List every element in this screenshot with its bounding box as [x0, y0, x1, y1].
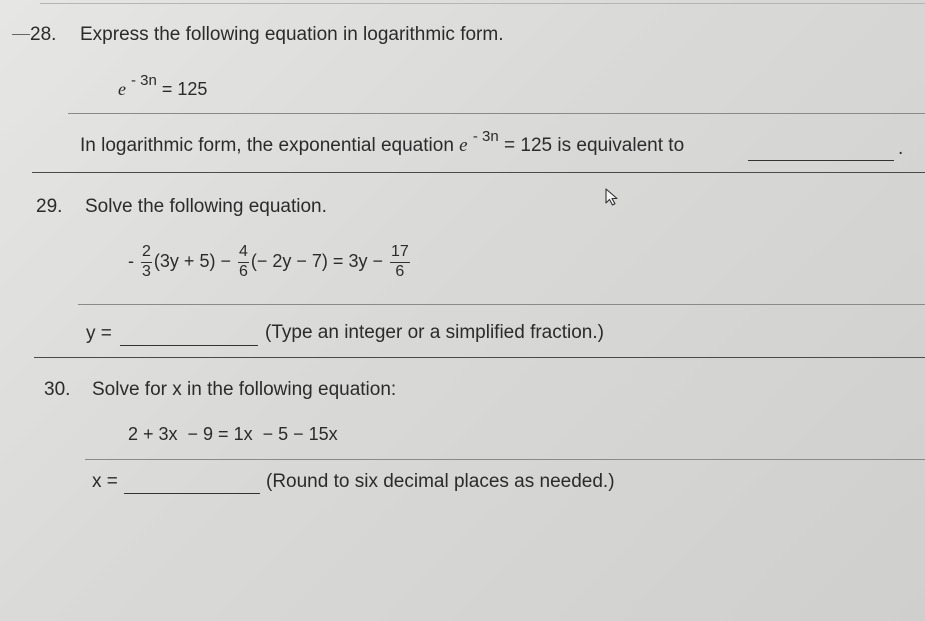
- equation-rhs: = 125: [161, 79, 208, 99]
- equation-exponent: - 3n: [131, 72, 157, 89]
- question-30-answer-blank[interactable]: [124, 474, 260, 493]
- question-28-number: 28.: [30, 24, 57, 45]
- question-29-number: 29.: [36, 196, 63, 217]
- question-28-answer-blank[interactable]: [748, 141, 894, 160]
- question-30-number: 30.: [44, 379, 71, 400]
- question-marker-dash: [12, 34, 30, 35]
- question-29-prompt: Solve the following equation.: [85, 196, 327, 217]
- divider: [78, 304, 925, 305]
- mouse-pointer-icon: [604, 188, 622, 206]
- answer-exponent: - 3n: [472, 128, 499, 145]
- fraction-seventeen-sixths: $\frac{17}{6}$: [390, 243, 409, 280]
- question-28-equation: [118, 72, 208, 100]
- divider: [85, 459, 925, 460]
- question-30-answer-label: x =: [92, 471, 118, 492]
- question-30-answer-hint: (Round to six decimal places as needed.): [266, 471, 615, 492]
- question-29-answer-blank[interactable]: [120, 326, 258, 345]
- answer-end-period: .: [898, 138, 904, 159]
- question-28-prompt: Express the following equation in logarithmic form.: [80, 24, 504, 45]
- answer-text-before: In logarithmic form, the exponential equation: [80, 135, 454, 156]
- question-30-equation: 2 + 3x − 9 = 1x − 5 − 15x: [128, 424, 338, 444]
- answer-text-after: = 125 is equivalent to: [504, 135, 685, 156]
- equation-base: e: [118, 79, 126, 99]
- answer-base: e: [459, 135, 468, 156]
- divider: [68, 113, 925, 114]
- equation-lead-sign: -: [128, 251, 134, 272]
- equation-part-2: (− 2y − 7) = 3y −: [250, 251, 383, 272]
- question-29-answer-hint: (Type an integer or a simplified fraction.): [265, 322, 604, 343]
- question-29-answer-label: y =: [86, 323, 112, 344]
- section-divider: [32, 172, 925, 173]
- top-rule: [40, 3, 925, 4]
- equation-part-1: (3y + 5) −: [153, 251, 231, 272]
- section-divider: [34, 357, 925, 358]
- question-30-prompt: Solve for x in the following equation:: [92, 379, 397, 400]
- question-29-equation: [128, 244, 412, 281]
- fraction-two-thirds: $\frac{2}{3}$: [142, 243, 151, 280]
- fraction-four-sixths: $\frac{4}{6}$: [238, 243, 248, 280]
- question-28-answer-line: [80, 128, 685, 157]
